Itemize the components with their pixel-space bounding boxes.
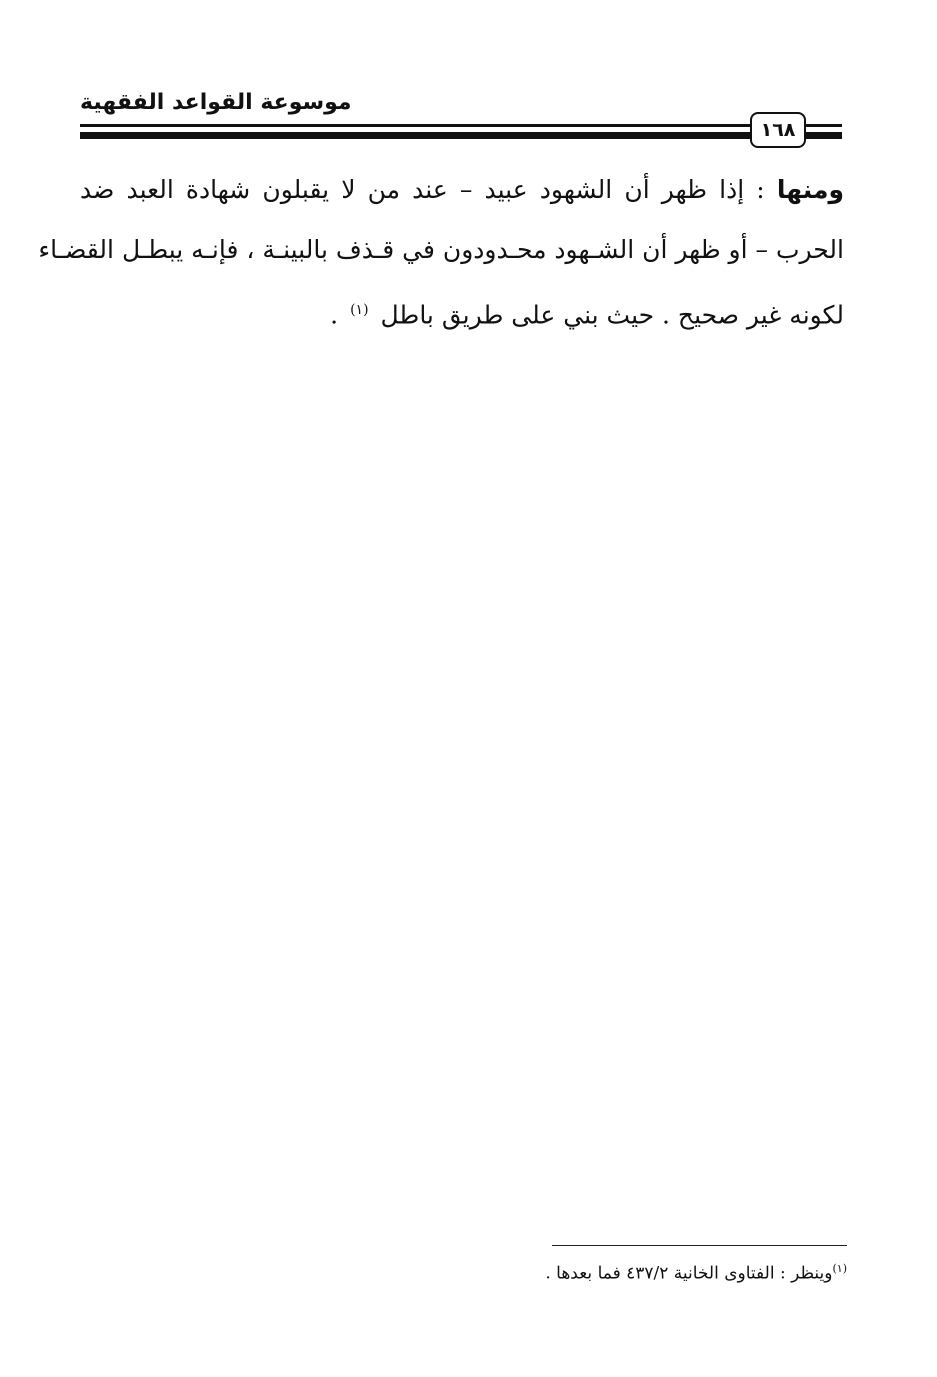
footnote-number: (١) — [832, 1262, 847, 1275]
header-rule-thin — [80, 124, 750, 127]
body-line-3 — [80, 280, 844, 345]
footnote — [380, 1262, 847, 1284]
footnote-text: وينظر : الفتاوى الخانية ٤٣٧/٢ فما بعدها . — [545, 1263, 833, 1284]
header-rule-thick-right — [806, 132, 842, 139]
header-rule-thin-right — [806, 124, 842, 127]
body-line-3-text: لكونه غير صحيح . حيث بني على طريق باطل — [380, 300, 844, 330]
running-header-title: موسوعة القواعد الفقهية — [80, 90, 352, 115]
body-line-3-end: . — [330, 300, 339, 330]
body-paragraph — [38, 160, 844, 345]
footnote-separator — [552, 1245, 847, 1246]
page-number-text: ١٦٨ — [760, 119, 796, 141]
footnote-reference[interactable]: (١) — [350, 302, 369, 318]
lead-word: ومنها — [776, 175, 844, 204]
body-line-1 — [80, 160, 844, 220]
page-number — [750, 112, 806, 148]
header-rule-thick — [80, 132, 750, 139]
body-line-2: الحرب – أو ظهر أن الشـهود محـدودون في قـذف بالبينـة ، فإنـه يبطـل القضـاء — [38, 235, 844, 264]
body-line-1-text: : إذا ظهر أن الشهود عبيد – عند من لا يقبلون شهادة العبد ضد — [80, 175, 765, 204]
